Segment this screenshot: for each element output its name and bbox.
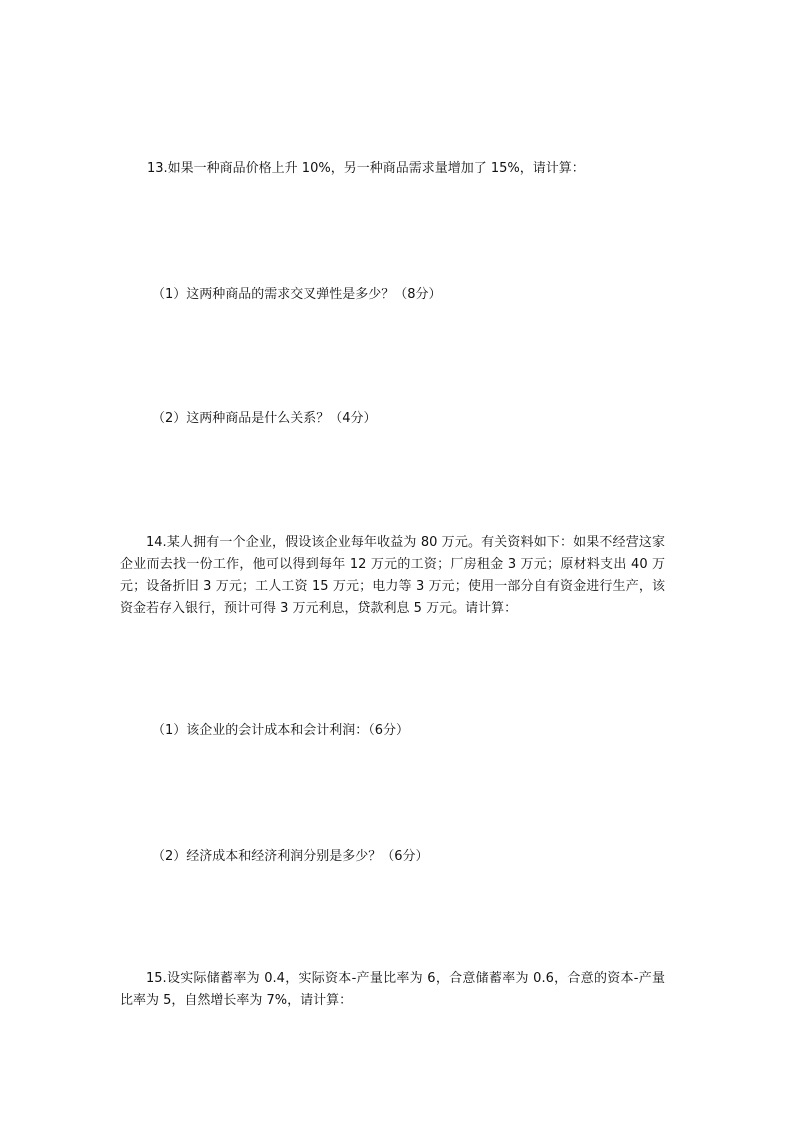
question-15-text: 15.设实际储蓄率为 0.4，实际资本-产量比率为 6，合意储蓄率为 0.6，合意的资本-产量比率为 5，自然增长率为 7%，请计算： [120, 971, 665, 1008]
question-14-text: 14.某人拥有一个企业，假设该企业每年收益为 80 万元。有关资料如下：如果不经营这家企业而去找一份工作，他可以得到每年 12 万元的工资；厂房租金 3 万元；原材料支出 40 万元；设备折旧 3 万元；工人工资 15 万元；电力等 3 万元；使用一部分自有资金进行生产，该资金若存入银行，预计可得 3 万元利息，贷款利息 5 万元。请计算： [120, 535, 665, 616]
question-14-part-1: （1）该企业的会计成本和会计利润：（6分） [152, 723, 410, 738]
question-13-part-1: （1）这两种商品的需求交叉弹性是多少？（8分） [152, 287, 442, 302]
question-14-part-2: （2）经济成本和经济利润分别是多少？（6分） [152, 849, 429, 864]
question-13-part-2: （2）这两种商品是什么关系？（4分） [152, 411, 377, 426]
question-13-text: 13.如果一种商品价格上升 10%，另一种商品需求量增加了 15%，请计算： [147, 161, 585, 176]
